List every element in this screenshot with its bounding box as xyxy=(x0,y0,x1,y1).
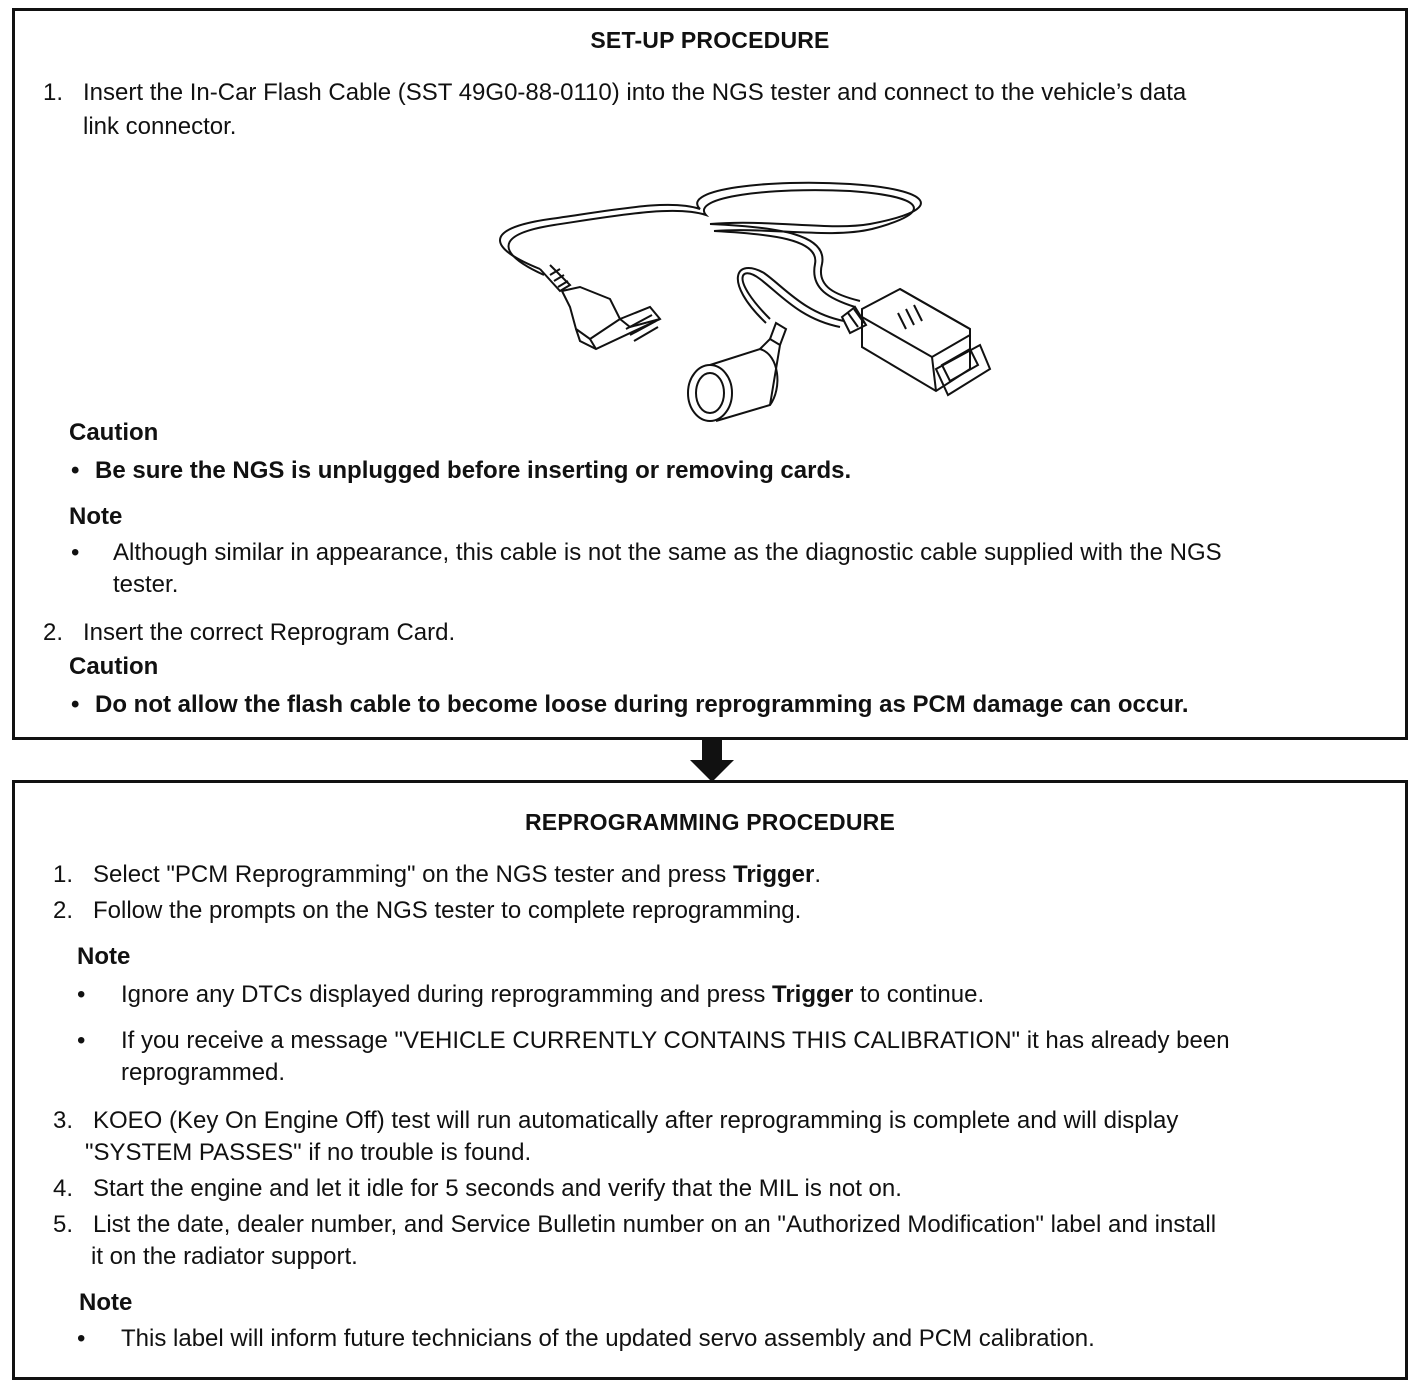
reprogram-note1-b2-line1: If you receive a message "VEHICLE CURRENTLY CONTAINS THIS CALIBRATION" it has already been xyxy=(121,1027,1230,1054)
reprogramming-procedure-box xyxy=(12,780,1408,1380)
flash-cable-illustration xyxy=(470,169,1010,429)
reprogram-note1-b2-line2: reprogrammed. xyxy=(121,1059,286,1086)
reprogram-step4-text: Start the engine and let it idle for 5 seconds and verify that the MIL is not on. xyxy=(93,1175,902,1202)
reprogram-step5-line1: List the date, dealer number, and Service Bulletin number on an "Authorized Modification" label and install xyxy=(93,1211,1217,1238)
setup-heading: SET-UP PROCEDURE xyxy=(590,27,830,53)
down-arrow-icon xyxy=(690,740,734,782)
setup-step1-number: 1. xyxy=(43,79,64,106)
setup-step2-number: 2. xyxy=(43,619,64,646)
reprogram-step3-line1: KOEO (Key On Engine Off) test will run automatically after reprogramming is complete and will display xyxy=(93,1107,1179,1134)
setup-caution2-label: Caution xyxy=(69,653,159,680)
reprogram-step5-number: 5. xyxy=(53,1211,74,1238)
reprogram-step2-number: 2. xyxy=(53,897,74,924)
setup-note1-label: Note xyxy=(69,503,123,530)
reprogram-note1-label: Note xyxy=(77,943,131,970)
reprogram-step1-text: Select "PCM Reprogramming" on the NGS tester and press Trigger. xyxy=(93,861,822,888)
setup-note1-line2: tester. xyxy=(113,571,179,598)
reprogram-step2-text: Follow the prompts on the NGS tester to complete reprogramming. xyxy=(93,897,802,924)
reprogram-note2-text: This label will inform future technicians of the updated servo assembly and PCM calibration. xyxy=(121,1325,1095,1352)
setup-step1-text-line1: Insert the In-Car Flash Cable (SST 49G0-88-0110) into the NGS tester and connect to the vehicle’s data xyxy=(83,79,1187,106)
setup-procedure-box xyxy=(12,8,1408,740)
reprogram-note1-b1-text: Ignore any DTCs displayed during reprogramming and press Trigger to continue. xyxy=(121,981,985,1008)
setup-caution2-bullet: • xyxy=(71,691,80,718)
setup-note1-bullet: • xyxy=(71,539,80,566)
reprogram-note2-label: Note xyxy=(79,1289,133,1316)
reprogram-note1-b2-bullet: • xyxy=(77,1027,86,1054)
reprogram-step5-line2: it on the radiator support. xyxy=(91,1243,358,1270)
setup-note1-line1: Although similar in appearance, this cable is not the same as the diagnostic cable supplied with the NGS xyxy=(113,539,1222,566)
setup-caution1-bullet: • xyxy=(71,457,80,484)
setup-caution1-label: Caution xyxy=(69,419,159,446)
setup-caution1-text: Be sure the NGS is unplugged before inserting or removing cards. xyxy=(95,457,852,484)
reprogram-step3-line2: "SYSTEM PASSES" if no trouble is found. xyxy=(85,1139,532,1166)
setup-step2-text: Insert the correct Reprogram Card. xyxy=(83,619,456,646)
reprogram-heading: REPROGRAMMING PROCEDURE xyxy=(524,809,896,835)
reprogram-note2-bullet: • xyxy=(77,1325,86,1352)
setup-step1-text-line2: link connector. xyxy=(83,113,237,140)
reprogram-step1-number: 1. xyxy=(53,861,74,888)
setup-caution2-text: Do not allow the flash cable to become loose during reprogramming as PCM damage can occur. xyxy=(95,691,1189,718)
reprogram-note1-b1-bullet: • xyxy=(77,981,86,1008)
reprogram-step3-number: 3. xyxy=(53,1107,74,1134)
reprogram-step4-number: 4. xyxy=(53,1175,74,1202)
